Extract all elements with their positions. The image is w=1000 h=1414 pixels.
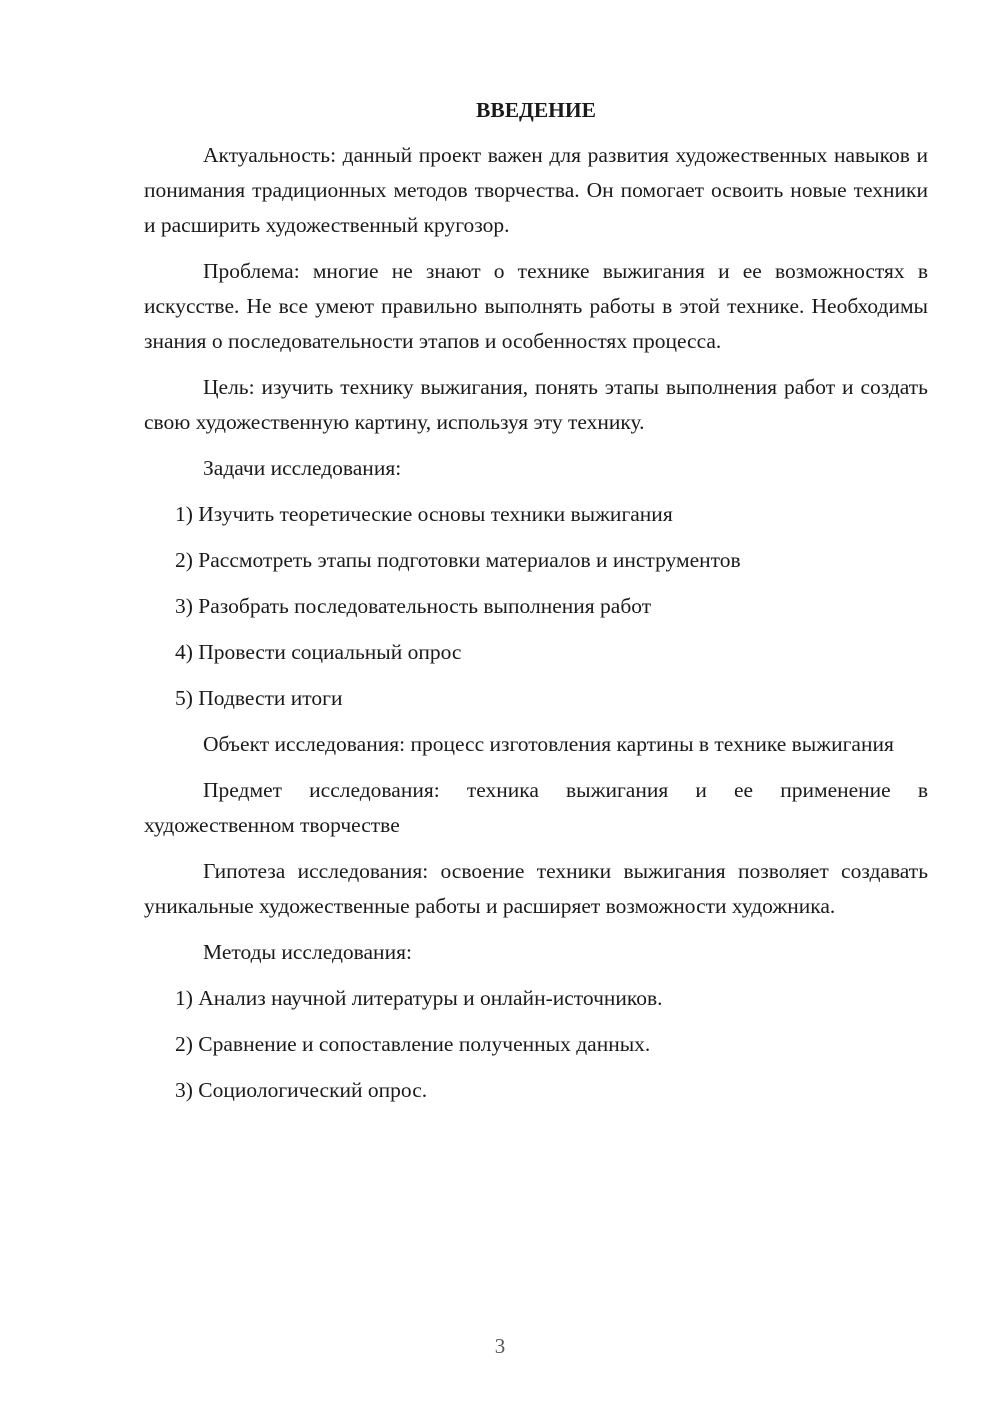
list-item: 2) Рассмотреть этапы подготовки материалов и инструментов — [175, 548, 741, 572]
relevance-paragraph: Актуальность: данный проект важен для развития художественных навыков и понимания традиционных методов творчества. Он помогает освоить новые техники и расширить художественный кругозор. — [144, 143, 928, 237]
list-item: 5) Подвести итоги — [175, 686, 343, 710]
list-item: 3) Разобрать последовательность выполнения работ — [175, 594, 652, 618]
tasks-heading: Задачи исследования: — [203, 456, 402, 480]
object-paragraph: Объект исследования: процесс изготовления картины в технике выжигания — [203, 732, 894, 756]
section-title: ВВЕДЕНИЕ — [476, 98, 596, 122]
subject-paragraph: Предмет исследования: техника выжигания и ее применение в художественном творчестве — [144, 778, 928, 837]
hypothesis-paragraph: Гипотеза исследования: освоение техники выжигания позволяет создавать уникальные художественные работы и расширяет возможности художника. — [144, 859, 928, 918]
list-item: 1) Изучить теоретические основы техники выжигания — [175, 502, 673, 526]
page-number: 3 — [494, 1334, 506, 1358]
methods-list — [144, 981, 928, 1108]
list-item: 1) Анализ научной литературы и онлайн-источников. — [175, 986, 663, 1010]
tasks-list — [144, 497, 928, 716]
list-item: 2) Сравнение и сопоставление полученных данных. — [175, 1032, 651, 1056]
problem-paragraph: Проблема: многие не знают о технике выжигания и ее возможностях в искусстве. Не все умеют правильно выполнять работы в этой технике. Необходимы знания о последовательности этапов и особенностях процесса. — [144, 259, 928, 353]
list-item: 4) Провести социальный опрос — [175, 640, 462, 664]
goal-paragraph: Цель: изучить технику выжигания, понять этапы выполнения работ и создать свою художественную картину, используя эту технику. — [144, 375, 928, 434]
list-item: 3) Социологический опрос. — [175, 1078, 428, 1102]
methods-heading: Методы исследования: — [203, 940, 412, 964]
document-page — [144, 92, 928, 1119]
